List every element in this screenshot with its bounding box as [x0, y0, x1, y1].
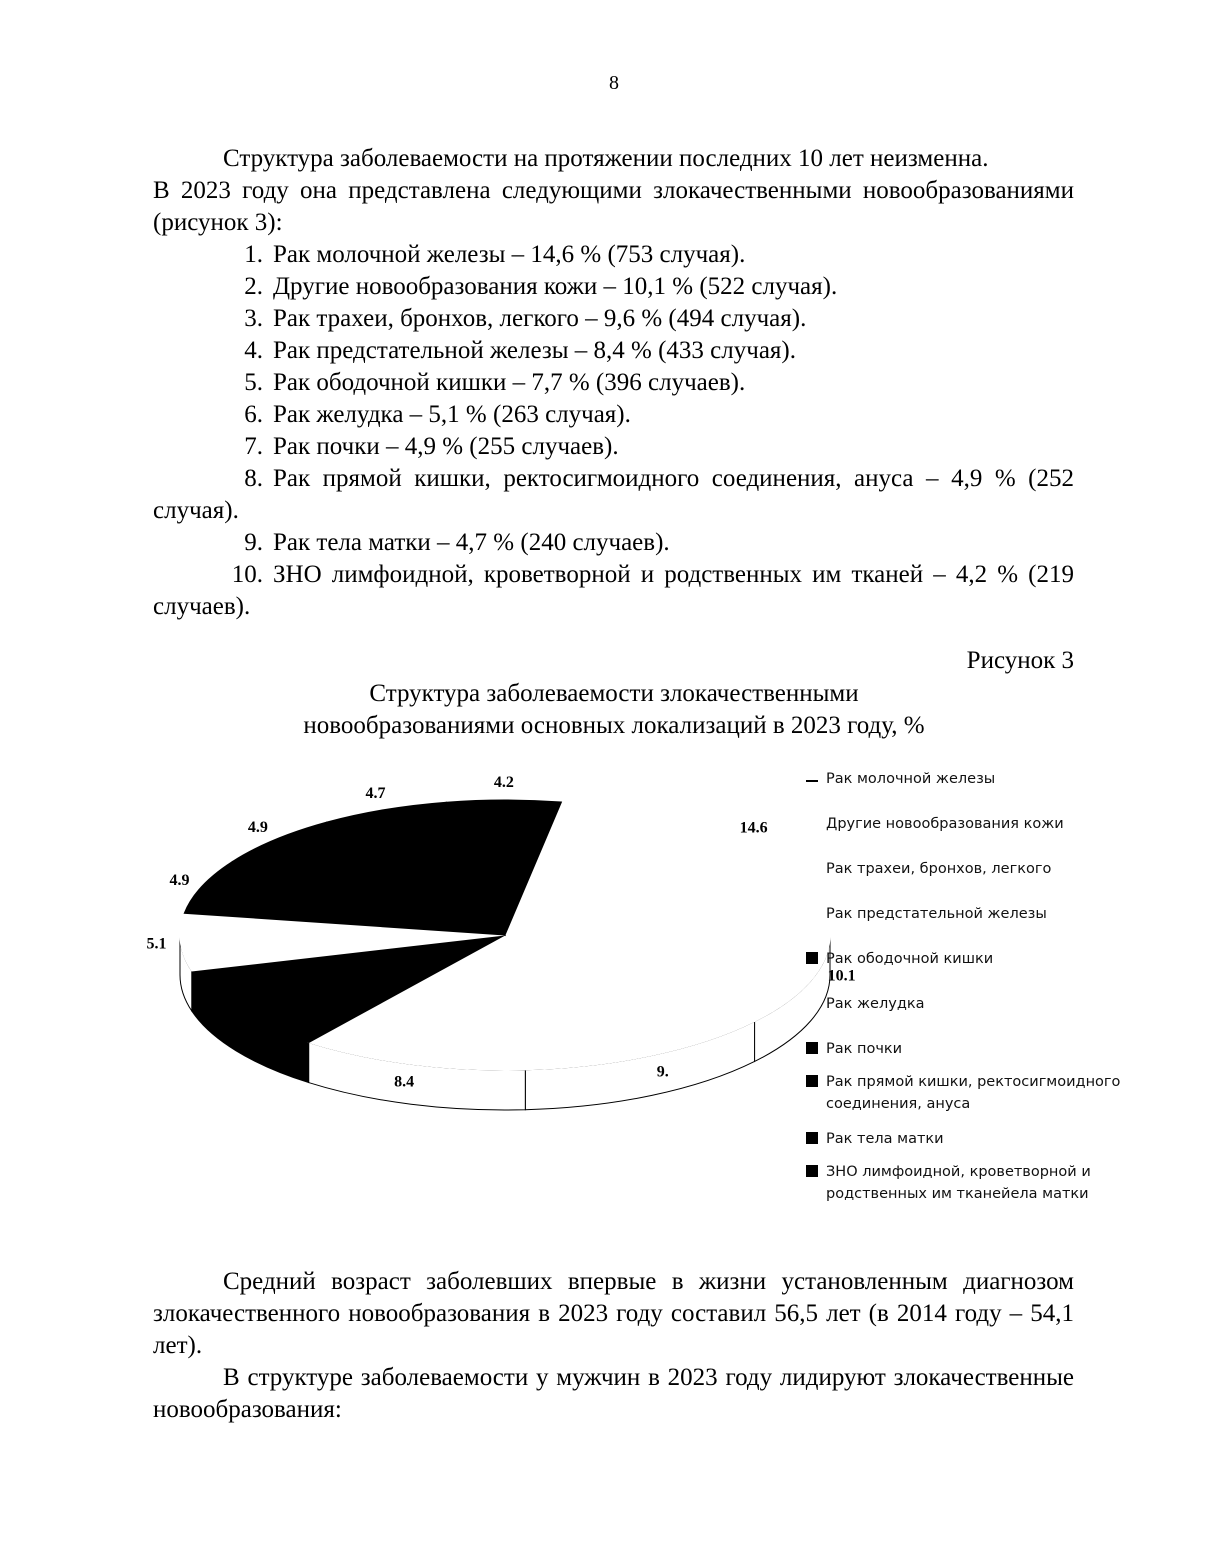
list-item-text: Рак прямой кишки, ректосигмоидного соединения, ануса – 4,9 % (252 случая).	[153, 465, 1074, 524]
legend-swatch	[806, 780, 818, 782]
list-item	[153, 527, 1074, 559]
list-item-number: 2.	[244, 273, 263, 300]
legend-item	[806, 903, 1126, 925]
chart-title-line-2: новообразованиями основных локализаций в 2023 году, %	[303, 712, 925, 739]
legend-label: Рак ободочной кишки	[826, 951, 994, 967]
list-item	[153, 559, 1074, 623]
legend-item	[806, 858, 1126, 880]
legend-item	[806, 1128, 1126, 1150]
list-item-text: Рак тела матки – 4,7 % (240 случаев).	[273, 529, 670, 556]
data-label: 4.9	[247, 818, 268, 836]
legend-swatch	[806, 1075, 818, 1087]
legend-item	[806, 1071, 1126, 1115]
legend-swatch	[806, 862, 818, 874]
list-item-number: 9.	[244, 529, 263, 556]
legend-label: Рак трахеи, бронхов, легкого	[826, 861, 1052, 877]
intro-section	[153, 143, 1074, 623]
legend-item	[806, 993, 1126, 1015]
data-label: 4.7	[365, 784, 386, 802]
data-label: 4.2	[493, 774, 514, 792]
legend-label: Рак желудка	[826, 996, 925, 1012]
intro-line-1: Структура заболеваемости на протяжении последних 10 лет неизменна.	[223, 145, 989, 172]
list-item	[153, 367, 1074, 399]
data-label: 4.9	[169, 871, 190, 889]
list-item	[153, 431, 1074, 463]
legend-swatch	[806, 997, 818, 1009]
legend-item	[806, 768, 1126, 790]
list-item	[153, 399, 1074, 431]
legend-label: Рак предстательной железы	[826, 906, 1047, 922]
legend-swatch	[806, 907, 818, 919]
legend-item	[806, 1038, 1126, 1060]
legend-swatch	[806, 817, 818, 829]
list-item-text: Рак почки – 4,9 % (255 случаев).	[273, 433, 619, 460]
legend-item	[806, 948, 1126, 970]
list-item-number: 10.	[231, 561, 263, 588]
data-label: 9.	[656, 1063, 669, 1081]
list-item-number: 1.	[244, 241, 263, 268]
outro-paragraph-1: Средний возраст заболевших впервые в жизни установленным диагнозом злокачественного новообразования в 2023 году составил 56,5 лет (в 2014 году – 54,1 лет).	[153, 1268, 1074, 1359]
list-item-text: Рак молочной железы – 14,6 % (753 случая).	[273, 241, 746, 268]
list-item-text: Рак трахеи, бронхов, легкого – 9,6 % (494 случая).	[273, 305, 807, 332]
legend-swatch	[806, 1132, 818, 1144]
legend-label: Другие новообразования кожи	[826, 816, 1064, 832]
intro-line-2: В 2023 году она представлена следующими злокачественными новообразованиями (рисунок 3):	[153, 177, 1074, 236]
chart-title	[0, 678, 1228, 742]
list-item-number: 6.	[244, 401, 263, 428]
data-label: 14.6	[739, 819, 768, 837]
chart-title-line-1: Структура заболеваемости злокачественными	[369, 680, 859, 707]
figure-label: Рисунок 3	[966, 647, 1074, 674]
data-label: 5.1	[146, 935, 167, 953]
legend-label: Рак тела матки	[826, 1131, 944, 1147]
legend-swatch	[806, 1165, 818, 1177]
data-label: 8.4	[394, 1073, 415, 1091]
list-item-number: 8.	[244, 465, 263, 492]
legend-swatch	[806, 1042, 818, 1054]
list-item-number: 4.	[244, 337, 263, 364]
list-item-text: Другие новообразования кожи – 10,1 % (522 случая).	[273, 273, 838, 300]
legend-swatch	[806, 952, 818, 964]
list-item-text: Рак предстательной железы – 8,4 % (433 случая).	[273, 337, 796, 364]
list-item	[153, 303, 1074, 335]
page-number: 8	[609, 72, 619, 94]
list-item-number: 3.	[244, 305, 263, 332]
outro-section	[153, 1266, 1074, 1426]
list-item	[153, 335, 1074, 367]
list-item	[153, 463, 1074, 527]
data-label: 10.1	[827, 967, 856, 985]
legend-item	[806, 1161, 1126, 1205]
legend-label: Рак почки	[826, 1041, 903, 1057]
cancer-list	[153, 239, 1074, 623]
legend-label: ЗНО лимфоидной, кроветворной и родственных им тканейела матки	[826, 1164, 1091, 1202]
list-item-text: Рак ободочной кишки – 7,7 % (396 случаев).	[273, 369, 746, 396]
pie-chart	[140, 760, 856, 1180]
list-item-number: 7.	[244, 433, 263, 460]
legend-label: Рак молочной железы	[826, 771, 996, 787]
list-item-text: Рак желудка – 5,1 % (263 случая).	[273, 401, 631, 428]
legend-label: Рак прямой кишки, ректосигмоидного соединения, ануса	[826, 1074, 1121, 1112]
legend-item	[806, 813, 1126, 835]
outro-paragraph-2: В структуре заболеваемости у мужчин в 2023 году лидируют злокачественные новообразования:	[153, 1364, 1074, 1423]
list-item-text: ЗНО лимфоидной, кроветворной и родственных им тканей – 4,2 % (219 случаев).	[153, 561, 1074, 620]
list-item	[153, 271, 1074, 303]
list-item	[153, 239, 1074, 271]
list-item-number: 5.	[244, 369, 263, 396]
